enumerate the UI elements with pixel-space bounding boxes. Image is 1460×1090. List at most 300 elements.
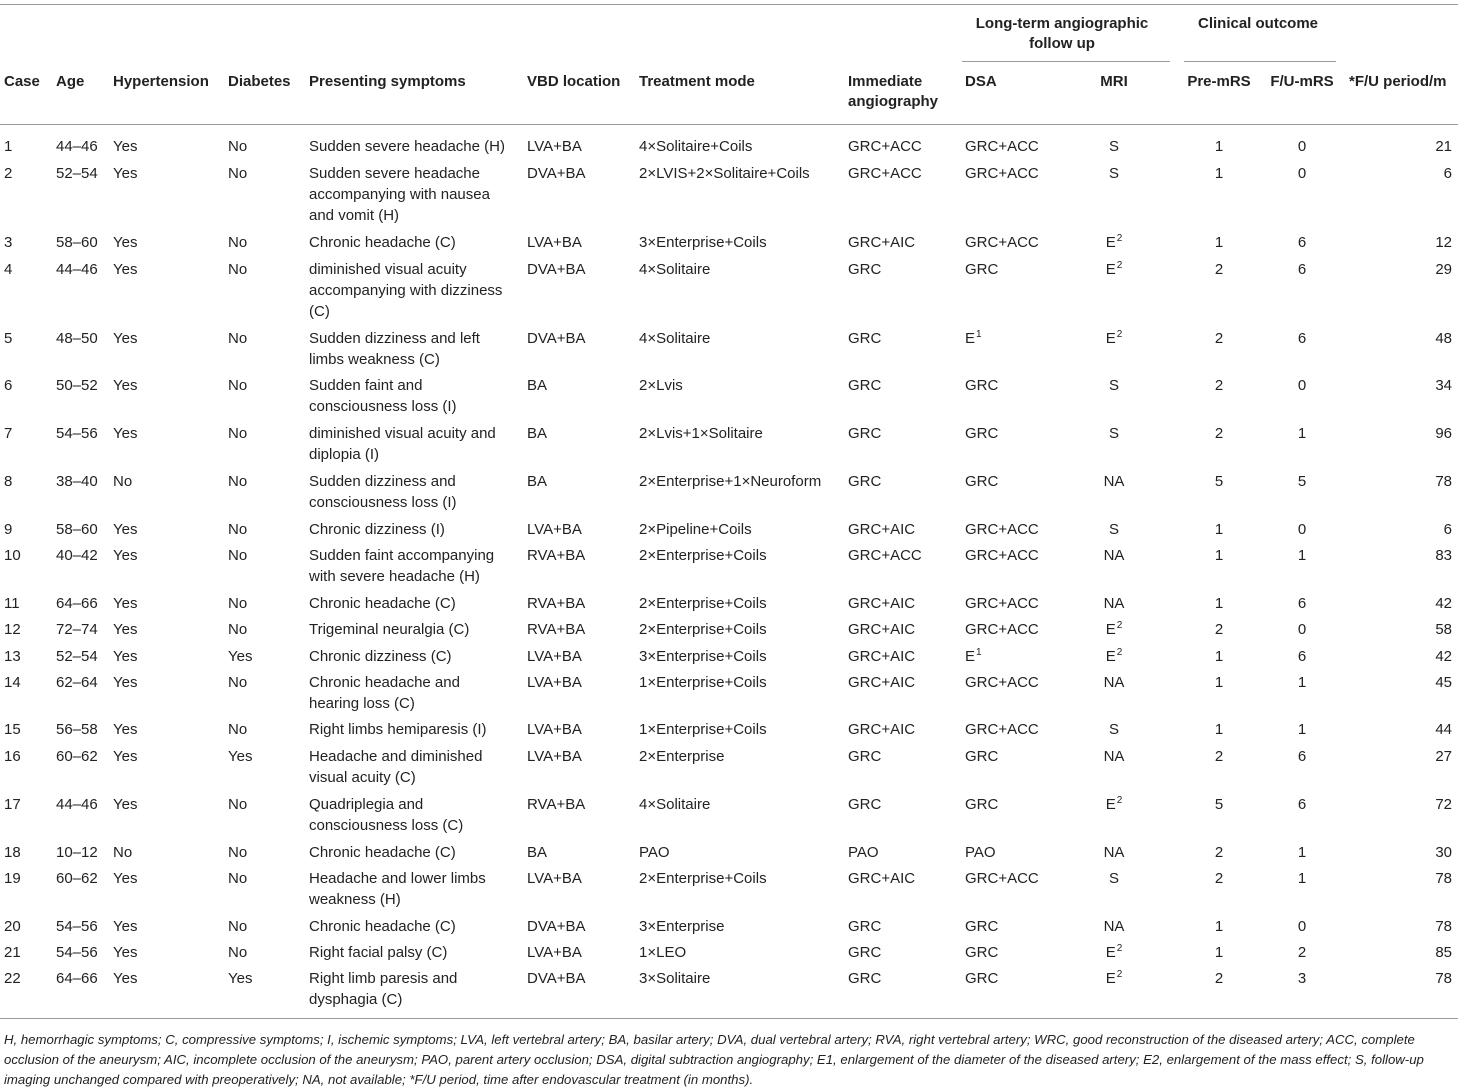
cell-mri bbox=[1088, 719, 1140, 740]
symptom-line: consciousness loss (I) bbox=[309, 494, 457, 511]
header-fu-period: *F/U period/m bbox=[1349, 73, 1447, 90]
header-pre-mrs: Pre-mRS bbox=[1187, 73, 1251, 90]
cell-age: 52–54 bbox=[56, 165, 98, 182]
cell-fu-period: 30 bbox=[1435, 844, 1452, 861]
cell-treatment: 2×Lvis bbox=[639, 377, 683, 394]
cell-case: 21 bbox=[4, 944, 21, 961]
cell-mri bbox=[1088, 163, 1140, 184]
cell-vbd-location: DVA+BA bbox=[527, 970, 586, 987]
cell-pre-mrs: 1 bbox=[1214, 165, 1224, 182]
cell-mri bbox=[1088, 794, 1140, 817]
cell-treatment: 3×Enterprise+Coils bbox=[639, 648, 767, 665]
cell-age: 62–64 bbox=[56, 674, 98, 691]
cell-dsa bbox=[965, 619, 1085, 640]
cell-dsa bbox=[965, 259, 1085, 280]
symptom-line: dysphagia (C) bbox=[309, 991, 403, 1008]
cell-pre-mrs: 1 bbox=[1214, 595, 1224, 612]
cell-symptoms bbox=[309, 136, 524, 157]
cell-age: 64–66 bbox=[56, 970, 98, 987]
cell-symptoms bbox=[309, 471, 524, 513]
cell-vbd-location: LVA+BA bbox=[527, 138, 582, 155]
header-immediate-2: angiography bbox=[848, 93, 939, 110]
cell-vbd-location: DVA+BA bbox=[527, 261, 586, 278]
cell-mri-superscript: 2 bbox=[1116, 620, 1123, 631]
symptom-line: Chronic headache (C) bbox=[309, 595, 456, 612]
header-case: Case bbox=[4, 73, 40, 90]
cell-fu-mrs: 6 bbox=[1297, 330, 1307, 347]
symptom-line: Chronic headache and bbox=[309, 674, 460, 691]
cell-dsa bbox=[965, 471, 1085, 492]
cell-hypertension: Yes bbox=[113, 377, 138, 394]
cell-fu-period: 78 bbox=[1435, 870, 1452, 887]
cell-diabetes: No bbox=[228, 521, 248, 538]
cell-fu-mrs: 1 bbox=[1297, 844, 1307, 861]
header-longterm-1: Long-term angiographic bbox=[975, 15, 1149, 32]
cell-dsa-value: GRC bbox=[965, 918, 999, 935]
cell-mri-value: E bbox=[1105, 234, 1116, 251]
cell-mri-value: E bbox=[1105, 970, 1116, 987]
cell-pre-mrs: 2 bbox=[1214, 261, 1224, 278]
cell-dsa bbox=[965, 842, 1085, 863]
cell-fu-mrs: 6 bbox=[1297, 234, 1307, 251]
cell-treatment: PAO bbox=[639, 844, 670, 861]
cell-immediate-angiography: GRC+ACC bbox=[848, 165, 922, 182]
cell-age: 72–74 bbox=[56, 621, 98, 638]
cell-immediate-angiography: GRC bbox=[848, 970, 882, 987]
cell-fu-period: 45 bbox=[1435, 674, 1452, 691]
symptom-line: Sudden faint accompanying bbox=[309, 547, 495, 564]
cell-diabetes: No bbox=[228, 547, 248, 564]
cell-case: 10 bbox=[4, 547, 21, 564]
table-bottom-rule bbox=[0, 1018, 1458, 1019]
cell-case: 7 bbox=[4, 425, 13, 442]
cell-case: 8 bbox=[4, 473, 13, 490]
cell-dsa-value: GRC+ACC bbox=[965, 621, 1039, 638]
cell-fu-period: 34 bbox=[1435, 377, 1452, 394]
cell-immediate-angiography: GRC bbox=[848, 330, 882, 347]
cell-pre-mrs: 1 bbox=[1214, 918, 1224, 935]
cell-immediate-angiography: GRC bbox=[848, 261, 882, 278]
cell-pre-mrs: 1 bbox=[1214, 648, 1224, 665]
symptom-line: Chronic headache (C) bbox=[309, 234, 456, 251]
cell-immediate-angiography: GRC bbox=[848, 425, 882, 442]
cell-diabetes: No bbox=[228, 261, 248, 278]
cell-dsa-value: PAO bbox=[965, 844, 996, 861]
symptom-line: and vomit (H) bbox=[309, 207, 400, 224]
cell-dsa bbox=[965, 672, 1085, 693]
cell-symptoms bbox=[309, 842, 524, 863]
cell-immediate-angiography: GRC+ACC bbox=[848, 547, 922, 564]
cell-fu-period: 6 bbox=[1443, 521, 1452, 538]
cell-treatment: 2×Enterprise+1×Neuroform bbox=[639, 473, 822, 490]
cell-dsa-value: GRC bbox=[965, 261, 999, 278]
header-clinical-outcome: Clinical outcome bbox=[1197, 15, 1319, 32]
cell-case: 14 bbox=[4, 674, 21, 691]
table-top-rule bbox=[0, 4, 1458, 5]
cell-dsa bbox=[965, 163, 1085, 184]
cell-symptoms bbox=[309, 163, 524, 226]
cell-dsa bbox=[965, 916, 1085, 937]
cell-mri bbox=[1088, 259, 1140, 282]
cell-diabetes: No bbox=[228, 425, 248, 442]
cell-fu-period: 6 bbox=[1443, 165, 1452, 182]
cell-hypertension: Yes bbox=[113, 748, 138, 765]
cell-mri-value: E bbox=[1105, 648, 1116, 665]
cell-pre-mrs: 2 bbox=[1214, 425, 1224, 442]
cell-pre-mrs: 2 bbox=[1214, 377, 1224, 394]
cell-dsa-value: E bbox=[965, 648, 976, 665]
cell-fu-mrs: 6 bbox=[1297, 261, 1307, 278]
cell-hypertension: Yes bbox=[113, 547, 138, 564]
cell-treatment: 3×Solitaire bbox=[639, 970, 711, 987]
cell-dsa bbox=[965, 519, 1085, 540]
cell-mri-value: E bbox=[1105, 330, 1116, 347]
header-age: Age bbox=[56, 73, 85, 90]
cell-treatment: 2×Enterprise+Coils bbox=[639, 621, 767, 638]
cell-vbd-location: DVA+BA bbox=[527, 918, 586, 935]
cell-hypertension: Yes bbox=[113, 330, 138, 347]
cell-treatment: 2×Pipeline+Coils bbox=[639, 521, 752, 538]
cell-diabetes: No bbox=[228, 621, 248, 638]
cell-hypertension: Yes bbox=[113, 721, 138, 738]
cell-age: 64–66 bbox=[56, 595, 98, 612]
symptom-line: Sudden dizziness and bbox=[309, 473, 456, 490]
cell-hypertension: Yes bbox=[113, 521, 138, 538]
cell-dsa bbox=[965, 719, 1085, 740]
cell-dsa bbox=[965, 646, 1085, 669]
cell-treatment: 2×Lvis+1×Solitaire bbox=[639, 425, 763, 442]
cell-symptoms bbox=[309, 545, 524, 587]
cell-hypertension: Yes bbox=[113, 234, 138, 251]
cell-diabetes: No bbox=[228, 234, 248, 251]
cell-fu-mrs: 6 bbox=[1297, 595, 1307, 612]
cell-case: 18 bbox=[4, 844, 21, 861]
cell-fu-period: 78 bbox=[1435, 918, 1452, 935]
cell-immediate-angiography: GRC bbox=[848, 796, 882, 813]
cell-vbd-location: BA bbox=[527, 377, 548, 394]
cell-hypertension: Yes bbox=[113, 674, 138, 691]
cell-mri bbox=[1088, 375, 1140, 396]
cell-diabetes: No bbox=[228, 721, 248, 738]
cell-treatment: 3×Enterprise+Coils bbox=[639, 234, 767, 251]
symptom-line: with severe headache (H) bbox=[309, 568, 480, 585]
cell-age: 58–60 bbox=[56, 521, 98, 538]
cell-symptoms bbox=[309, 672, 524, 714]
cell-symptoms bbox=[309, 746, 524, 788]
cell-vbd-location: BA bbox=[527, 473, 548, 490]
cell-fu-period: 83 bbox=[1435, 547, 1452, 564]
cell-fu-period: 48 bbox=[1435, 330, 1452, 347]
cell-immediate-angiography: GRC+AIC bbox=[848, 870, 916, 887]
cell-hypertension: Yes bbox=[113, 595, 138, 612]
symptom-line: Chronic headache (C) bbox=[309, 918, 456, 935]
cell-mri-value: NA bbox=[1103, 918, 1125, 935]
cell-case: 15 bbox=[4, 721, 21, 738]
cell-mri-superscript: 2 bbox=[1116, 969, 1123, 980]
cell-dsa-value: GRC+ACC bbox=[965, 234, 1039, 251]
cell-case: 13 bbox=[4, 648, 21, 665]
cell-pre-mrs: 2 bbox=[1214, 844, 1224, 861]
cell-case: 12 bbox=[4, 621, 21, 638]
cell-symptoms bbox=[309, 519, 524, 540]
cell-fu-period: 96 bbox=[1435, 425, 1452, 442]
cell-symptoms bbox=[309, 423, 524, 465]
symptom-line: limbs weakness (C) bbox=[309, 351, 440, 368]
cell-hypertension: Yes bbox=[113, 796, 138, 813]
cell-age: 38–40 bbox=[56, 473, 98, 490]
cell-treatment: 4×Solitaire bbox=[639, 796, 711, 813]
symptom-line: Headache and diminished bbox=[309, 748, 483, 765]
cell-pre-mrs: 2 bbox=[1214, 621, 1224, 638]
cell-age: 40–42 bbox=[56, 547, 98, 564]
cell-fu-mrs: 1 bbox=[1297, 547, 1307, 564]
cell-symptoms bbox=[309, 375, 524, 417]
cell-pre-mrs: 1 bbox=[1214, 138, 1224, 155]
cell-mri-value: E bbox=[1105, 944, 1116, 961]
cell-age: 10–12 bbox=[56, 844, 98, 861]
cell-treatment: 2×Enterprise+Coils bbox=[639, 595, 767, 612]
symptom-line: diminished visual acuity and bbox=[309, 425, 496, 442]
cell-vbd-location: RVA+BA bbox=[527, 547, 586, 564]
cell-mri bbox=[1088, 672, 1140, 693]
symptom-line: diplopia (I) bbox=[309, 446, 380, 463]
cell-fu-period: 85 bbox=[1435, 944, 1452, 961]
cell-symptoms bbox=[309, 942, 524, 963]
cell-pre-mrs: 5 bbox=[1214, 473, 1224, 490]
cell-mri-superscript: 2 bbox=[1116, 795, 1123, 806]
cell-dsa bbox=[965, 545, 1085, 566]
cell-case: 9 bbox=[4, 521, 13, 538]
cell-hypertension: Yes bbox=[113, 970, 138, 987]
cell-case: 3 bbox=[4, 234, 13, 251]
cell-mri bbox=[1088, 868, 1140, 889]
cell-case: 11 bbox=[4, 595, 20, 612]
cell-case: 22 bbox=[4, 970, 21, 987]
cell-pre-mrs: 2 bbox=[1214, 330, 1224, 347]
cell-age: 48–50 bbox=[56, 330, 98, 347]
cell-age: 44–46 bbox=[56, 138, 98, 155]
cell-mri-value: NA bbox=[1103, 595, 1125, 612]
symptom-line: Chronic dizziness (I) bbox=[309, 521, 445, 538]
cell-fu-period: 78 bbox=[1435, 473, 1452, 490]
cell-mri-value: S bbox=[1108, 377, 1119, 394]
symptom-line: Trigeminal neuralgia (C) bbox=[309, 621, 470, 638]
cell-diabetes: No bbox=[228, 870, 248, 887]
cell-dsa-value: E bbox=[965, 330, 976, 347]
cell-dsa bbox=[965, 868, 1085, 889]
symptom-line: hearing loss (C) bbox=[309, 695, 415, 712]
cell-dsa-value: GRC+ACC bbox=[965, 674, 1039, 691]
cell-fu-mrs: 0 bbox=[1297, 377, 1307, 394]
symptom-line: Sudden faint and bbox=[309, 377, 423, 394]
cell-dsa bbox=[965, 423, 1085, 444]
cell-treatment: 4×Solitaire+Coils bbox=[639, 138, 753, 155]
cell-fu-period: 12 bbox=[1435, 234, 1452, 251]
cell-dsa-superscript: 1 bbox=[976, 647, 982, 658]
cell-case: 17 bbox=[4, 796, 21, 813]
cell-diabetes: Yes bbox=[228, 648, 253, 665]
cell-hypertension: Yes bbox=[113, 621, 138, 638]
cell-fu-period: 72 bbox=[1435, 796, 1452, 813]
cell-mri-value: S bbox=[1108, 165, 1119, 182]
cell-treatment: 2×Enterprise+Coils bbox=[639, 547, 767, 564]
cell-case: 19 bbox=[4, 870, 21, 887]
cell-vbd-location: LVA+BA bbox=[527, 721, 582, 738]
cell-pre-mrs: 2 bbox=[1214, 970, 1224, 987]
cell-diabetes: No bbox=[228, 330, 248, 347]
cell-dsa-value: GRC bbox=[965, 796, 999, 813]
cell-vbd-location: RVA+BA bbox=[527, 595, 586, 612]
cell-treatment: 1×LEO bbox=[639, 944, 687, 961]
cell-dsa-value: GRC bbox=[965, 425, 999, 442]
header-clinical-rule bbox=[1184, 61, 1336, 62]
cell-mri-value: NA bbox=[1103, 473, 1125, 490]
cell-fu-mrs: 5 bbox=[1297, 473, 1307, 490]
symptom-line: Chronic dizziness (C) bbox=[309, 648, 452, 665]
header-dsa: DSA bbox=[965, 73, 997, 90]
cell-immediate-angiography: GRC bbox=[848, 918, 882, 935]
cell-mri-value: E bbox=[1105, 796, 1116, 813]
cell-fu-period: 42 bbox=[1435, 648, 1452, 665]
cell-vbd-location: BA bbox=[527, 425, 548, 442]
cell-dsa-value: GRC bbox=[965, 473, 999, 490]
cell-age: 50–52 bbox=[56, 377, 98, 394]
symptom-line: Quadriplegia and bbox=[309, 796, 424, 813]
cell-case: 6 bbox=[4, 377, 13, 394]
cell-dsa-value: GRC+ACC bbox=[965, 165, 1039, 182]
cell-dsa-value: GRC+ACC bbox=[965, 870, 1039, 887]
header-vbd-location: VBD location bbox=[527, 73, 621, 90]
cell-symptoms bbox=[309, 646, 524, 667]
cell-hypertension: Yes bbox=[113, 165, 138, 182]
cell-dsa-value: GRC bbox=[965, 970, 999, 987]
cell-immediate-angiography: GRC bbox=[848, 377, 882, 394]
cell-diabetes: No bbox=[228, 473, 248, 490]
cell-mri-value: S bbox=[1108, 138, 1119, 155]
cell-immediate-angiography: GRC+AIC bbox=[848, 621, 916, 638]
cell-immediate-angiography: GRC bbox=[848, 748, 882, 765]
symptom-line: diminished visual acuity bbox=[309, 261, 467, 278]
symptom-line: Headache and lower limbs bbox=[309, 870, 486, 887]
table-footnote: H, hemorrhagic symptoms; C, compressive symptoms; I, ischemic symptoms; LVA, left vertebral artery; BA, basilar artery; DVA, dual vertebral artery; RVA, right vertebral artery; WRC, good reconstruction of the diseased artery; ACC, complete occlusion of the aneurysm; AIC, incomplete occlusion of the aneurysm; PAO, parent artery occlusion; DSA, digital subtraction angiography; E1, enlargement of the diameter of the diseased artery; E2, enlargement of the mass effect; S, follow-up imaging unchanged compared with preoperatively; NA, not available; *F/U period, time after endovascular treatment (in months). bbox=[4, 1032, 1424, 1087]
symptom-line: visual acuity (C) bbox=[309, 769, 416, 786]
symptom-line: weakness (H) bbox=[309, 891, 401, 908]
cell-dsa bbox=[965, 942, 1085, 963]
cell-diabetes: No bbox=[228, 796, 248, 813]
cell-mri bbox=[1088, 968, 1140, 991]
cell-mri-value: S bbox=[1108, 870, 1119, 887]
header-mri: MRI bbox=[1100, 73, 1128, 90]
cell-fu-period: 58 bbox=[1435, 621, 1452, 638]
cell-mri-superscript: 2 bbox=[1116, 329, 1123, 340]
cell-fu-period: 44 bbox=[1435, 721, 1452, 738]
cell-mri bbox=[1088, 519, 1140, 540]
cell-vbd-location: LVA+BA bbox=[527, 521, 582, 538]
cell-case: 16 bbox=[4, 748, 21, 765]
symptom-line: Chronic headache (C) bbox=[309, 844, 456, 861]
cell-dsa bbox=[965, 968, 1085, 989]
cell-diabetes: Yes bbox=[228, 748, 253, 765]
header-symptoms: Presenting symptoms bbox=[309, 73, 466, 90]
cell-diabetes: No bbox=[228, 138, 248, 155]
cell-dsa-value: GRC+ACC bbox=[965, 595, 1039, 612]
cell-dsa-value: GRC+ACC bbox=[965, 138, 1039, 155]
header-fu-mrs: F/U-mRS bbox=[1270, 73, 1334, 90]
symptom-line: Right limb paresis and bbox=[309, 970, 458, 987]
cell-dsa-superscript: 1 bbox=[976, 329, 982, 340]
cell-fu-mrs: 1 bbox=[1297, 425, 1307, 442]
cell-dsa-value: GRC bbox=[965, 748, 999, 765]
cell-immediate-angiography: GRC+AIC bbox=[848, 595, 916, 612]
cell-vbd-location: DVA+BA bbox=[527, 330, 586, 347]
cell-immediate-angiography: GRC bbox=[848, 944, 882, 961]
cell-fu-period: 29 bbox=[1435, 261, 1452, 278]
cell-hypertension: No bbox=[113, 473, 133, 490]
cell-hypertension: Yes bbox=[113, 944, 138, 961]
cell-immediate-angiography: GRC+ACC bbox=[848, 138, 922, 155]
cell-age: 60–62 bbox=[56, 870, 98, 887]
cell-mri-value: NA bbox=[1103, 748, 1125, 765]
cell-mri-value: S bbox=[1108, 521, 1119, 538]
cell-age: 60–62 bbox=[56, 748, 98, 765]
cell-dsa-value: GRC+ACC bbox=[965, 721, 1039, 738]
cell-immediate-angiography: GRC+AIC bbox=[848, 674, 916, 691]
cell-dsa-value: GRC bbox=[965, 944, 999, 961]
symptom-line: Sudden severe headache bbox=[309, 165, 480, 182]
cell-fu-period: 42 bbox=[1435, 595, 1452, 612]
cell-immediate-angiography: GRC bbox=[848, 473, 882, 490]
cell-mri-value: S bbox=[1108, 425, 1119, 442]
cell-treatment: 2×LVIS+2×Solitaire+Coils bbox=[639, 165, 810, 182]
cell-fu-mrs: 0 bbox=[1297, 918, 1307, 935]
cell-mri-value: NA bbox=[1103, 674, 1125, 691]
header-bottom-rule bbox=[0, 124, 1458, 125]
cell-fu-mrs: 3 bbox=[1297, 970, 1307, 987]
symptom-line: Sudden dizziness and left bbox=[309, 330, 480, 347]
cell-mri bbox=[1088, 423, 1140, 444]
cell-pre-mrs: 1 bbox=[1214, 547, 1224, 564]
cell-vbd-location: RVA+BA bbox=[527, 796, 586, 813]
cell-fu-mrs: 0 bbox=[1297, 165, 1307, 182]
cell-pre-mrs: 1 bbox=[1214, 944, 1224, 961]
cell-hypertension: No bbox=[113, 844, 133, 861]
cell-diabetes: No bbox=[228, 844, 248, 861]
cell-fu-period: 21 bbox=[1435, 138, 1452, 155]
cell-symptoms bbox=[309, 619, 524, 640]
cell-case: 4 bbox=[4, 261, 13, 278]
cell-age: 52–54 bbox=[56, 648, 98, 665]
cell-fu-mrs: 0 bbox=[1297, 521, 1307, 538]
cell-vbd-location: LVA+BA bbox=[527, 870, 582, 887]
cell-vbd-location: LVA+BA bbox=[527, 234, 582, 251]
cell-symptoms bbox=[309, 719, 524, 740]
cell-mri-superscript: 2 bbox=[1116, 943, 1123, 954]
cell-mri-value: NA bbox=[1103, 547, 1125, 564]
cell-fu-mrs: 6 bbox=[1297, 648, 1307, 665]
cell-symptoms bbox=[309, 259, 524, 322]
cell-case: 2 bbox=[4, 165, 13, 182]
cell-dsa-value: GRC bbox=[965, 377, 999, 394]
cell-hypertension: Yes bbox=[113, 138, 138, 155]
cell-vbd-location: LVA+BA bbox=[527, 648, 582, 665]
cell-symptoms bbox=[309, 232, 524, 253]
cell-diabetes: No bbox=[228, 944, 248, 961]
cell-vbd-location: RVA+BA bbox=[527, 621, 586, 638]
cell-age: 54–56 bbox=[56, 918, 98, 935]
symptom-line: accompanying with nausea bbox=[309, 186, 490, 203]
cell-case: 1 bbox=[4, 138, 13, 155]
cell-hypertension: Yes bbox=[113, 918, 138, 935]
